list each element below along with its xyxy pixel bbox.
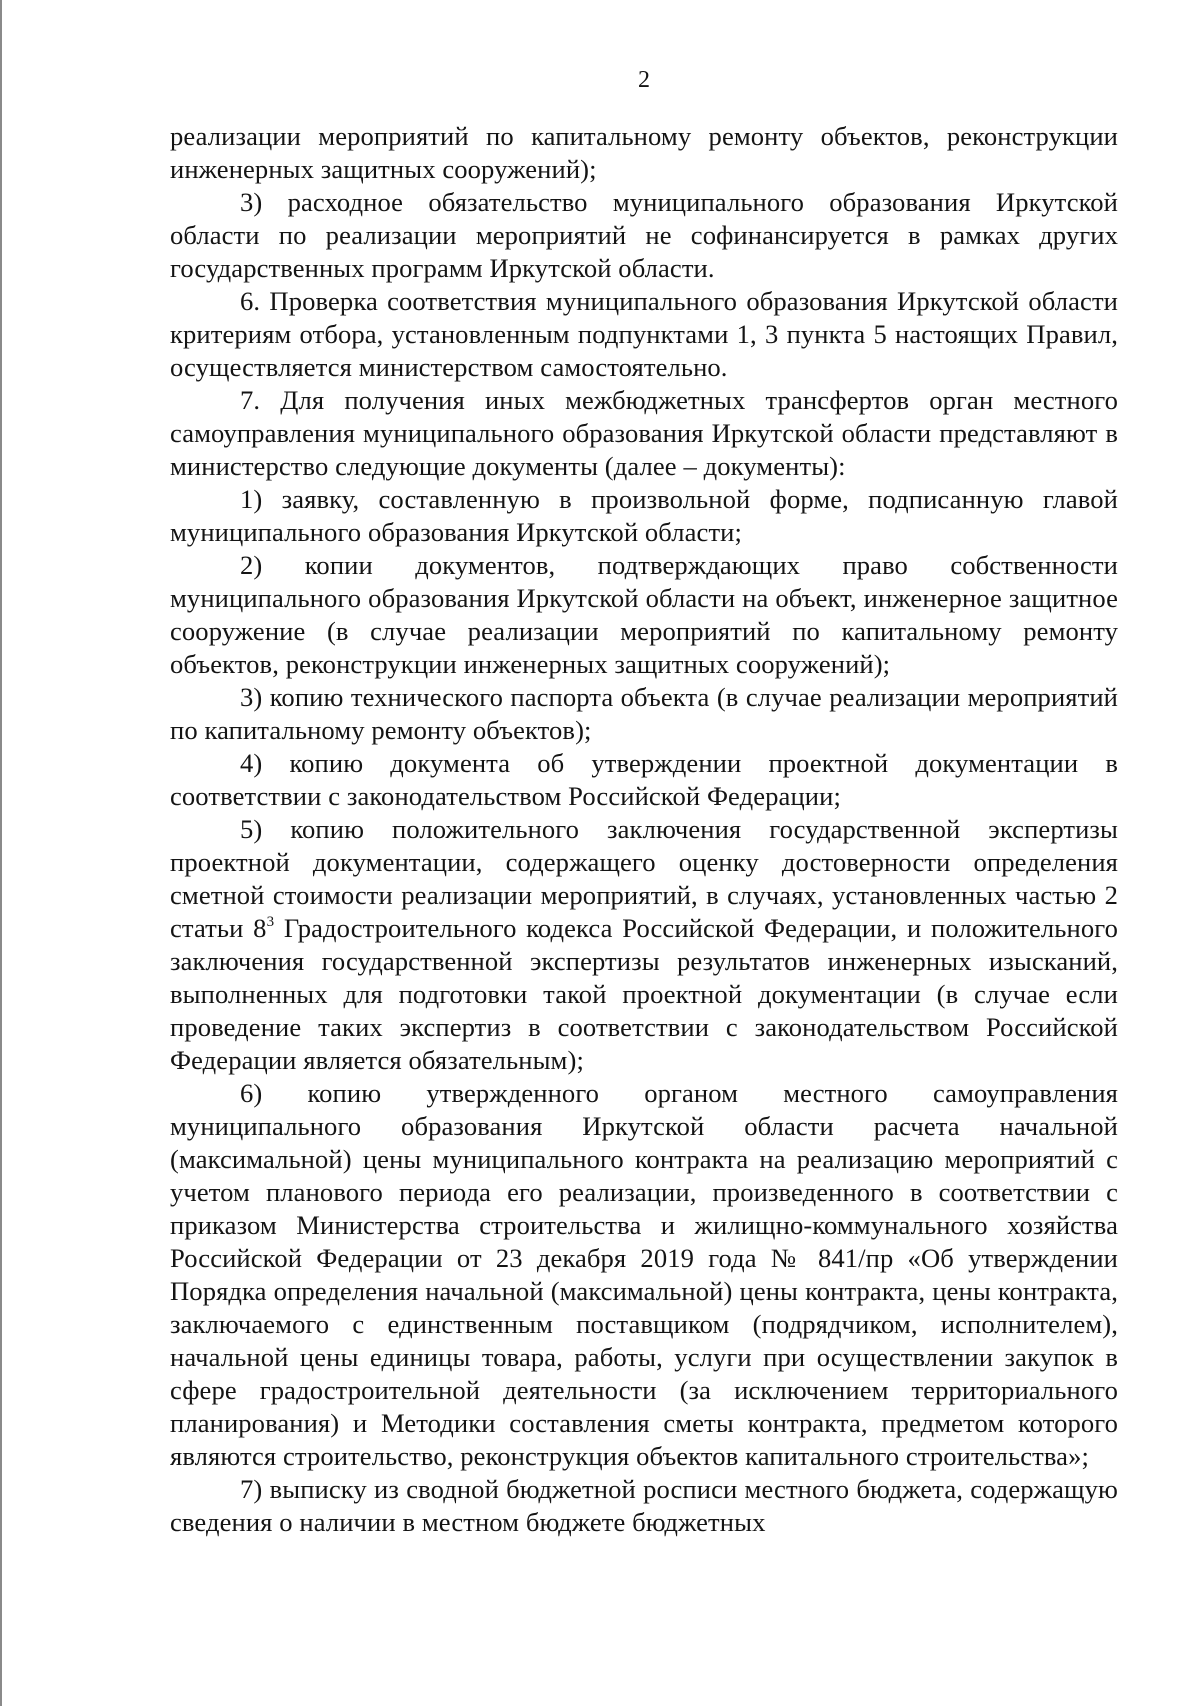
paragraph-section-7: 7. Для получения иных межбюджетных трансфертов орган местного самоуправления муниципального образования Иркутской области представляют в министерство следующие документы (далее – документы): — [170, 385, 1118, 481]
page-number: 2 — [638, 67, 650, 93]
paragraph-item-3-cofinancing: 3) расходное обязательство муниципального образования Иркутской области по реализации мероприятий не софинансируется в рамках других государственных программ Иркутской области. — [170, 187, 1118, 283]
article-superscript: 3 — [266, 914, 275, 930]
paragraph-item-1-application: 1) заявку, составленную в произвольной форме, подписанную главой муниципального образования Иркутской области; — [170, 484, 1118, 547]
paragraph-section-6: 6. Проверка соответствия муниципального образования Иркутской области критериям отбора, установленным подпунктами 1, 3 пункта 5 настоящих Правил, осуществляется министерством самостоятельно. — [170, 286, 1118, 382]
scan-edge-line — [0, 0, 2, 1706]
document-body — [170, 120, 1118, 1539]
paragraph-item-4-design-approval: 4) копию документа об утверждении проектной документации в соответствии с законодательством Российской Федерации; — [170, 748, 1118, 811]
paragraph-item-2-ownership: 2) копии документов, подтверждающих право собственности муниципального образования Иркутской области на объект, инженерное защитное сооружение (в случае реализации мероприятий по капитальному ремонту объектов, реконструкции инженерных защитных сооружений); — [170, 550, 1118, 679]
paragraph-continuation: реализации мероприятий по капитальному ремонту объектов, реконструкции инженерных защитных сооружений); — [170, 121, 1118, 184]
paragraph-item-5-expertise — [170, 813, 1118, 1077]
paragraph-item-7-budget-extract: 7) выписку из сводной бюджетной росписи местного бюджета, содержащую сведения о наличии в местном бюджете бюджетных — [170, 1474, 1118, 1537]
paragraph-item-5-text-after: Градостроительного кодекса Российской Федерации, и положительного заключения государственной экспертизы результатов инженерных изысканий, выполненных для подготовки такой проектной документации (в случае если проведение таких экспертиз в соответствии с законодательством Российской Федерации является обязательным); — [170, 913, 1119, 1075]
paragraph-item-6-price-calculation: 6) копию утвержденного органом местного самоуправления муниципального образования Иркутской области расчета начальной (максимальной) цены муниципального контракта на реализацию мероприятий с учетом планового периода его реализации, произведенного в соответствии с приказом Министерства строительства и жилищно-коммунального хозяйства Российской Федерации от 23 декабря 2019 года № 841/пр «Об утверждении Порядка определения начальной (максимальной) цены контракта, цены контракта, заключаемого с единственным поставщиком (подрядчиком, исполнителем), начальной цены единицы товара, работы, услуги при осуществлении закупок в сфере градостроительной деятельности (за исключением территориального планирования) и Методики составления сметы контракта, предметом которого являются строительство, реконструкция объектов капитального строительства»; — [170, 1078, 1118, 1471]
paragraph-item-5-text-before: 5) копию положительного заключения государственной экспертизы проектной документации, содержащего оценку достоверности определения сметной стоимости реализации мероприятий, в случаях, установленных частью 2 статьи 8 — [170, 814, 1118, 943]
document-page — [170, 60, 1118, 1539]
paragraph-item-3-passport: 3) копию технического паспорта объекта (в случае реализации мероприятий по капитальному ремонту объектов); — [170, 682, 1118, 745]
